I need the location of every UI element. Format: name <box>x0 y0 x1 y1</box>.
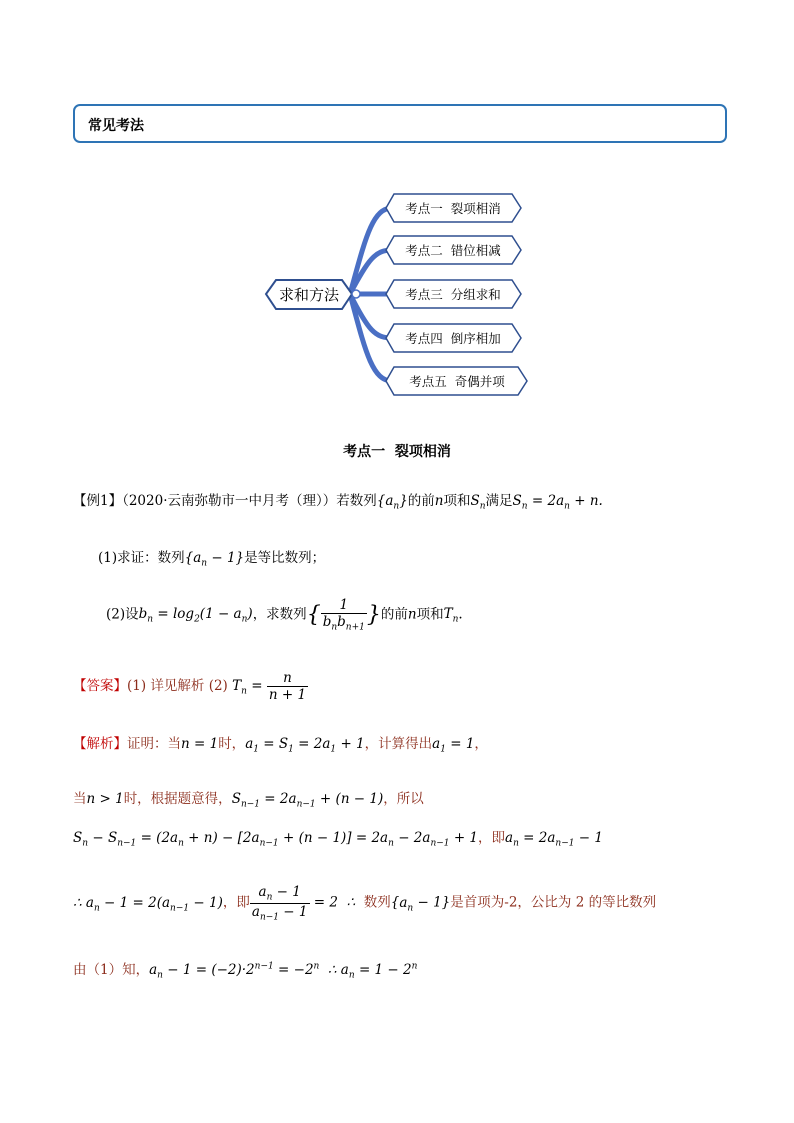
branch-label-4: 考点四 倒序相加 <box>405 331 501 346</box>
l4b: 数列 <box>363 894 391 911</box>
question-1 <box>98 546 325 569</box>
q2-prefix: (2)设 <box>106 606 139 623</box>
q1-seq: $\{a_n - 1\}$ <box>184 550 245 569</box>
q2-frac: $\frac{1}{b_nb_{n+1}}$ <box>322 597 365 633</box>
example-mid2: 项和 <box>443 493 471 509</box>
q2-bn: $b_n = \log_2(1 - a_n)$ <box>138 606 253 626</box>
seq-a: $\{a_n\}$ <box>376 493 408 512</box>
branch-label-1: 考点一 裂项相消 <box>405 201 501 216</box>
example-mid3: 满足 <box>485 493 513 509</box>
branch-label-5: 考点五 奇偶并项 <box>409 374 505 389</box>
q1-prefix: (1)求证：数列 <box>98 550 185 566</box>
example-source: （2020·云南弥勒市一中月考（理））若数列 <box>122 493 377 509</box>
l4c: 是首项为-2，公比为 2 的等比数列 <box>450 894 657 911</box>
q2-mid3: 项和 <box>416 606 444 623</box>
l1c: ，计算得出 <box>364 736 433 752</box>
analysis-line-5: 由（1）知，$a_n - 1 = (-2)\cdot 2^{n-1} = -2^n$ ∴ $a_n = 1 - 2^n$ <box>73 961 418 981</box>
l1d: ， <box>474 736 488 752</box>
analysis-line-1: 【解析】证明：当n = 1时，$a_1 = S_1 = 2a_1 + 1$，计算得出$a_1 = 1$， <box>73 736 488 755</box>
q2-mid2: 的前 <box>380 606 408 623</box>
answer-formula: $T_n$ = $\frac{n}{n + 1}$ <box>232 670 307 703</box>
q2-end: . <box>458 606 463 623</box>
header-title: 常见考法 <box>88 118 144 134</box>
l2c: ，所以 <box>383 791 424 807</box>
answer-label: 【答案】 <box>73 678 127 694</box>
l2a: 当 <box>73 791 87 807</box>
l4a: ，即 <box>222 894 250 911</box>
l1b: 时， <box>218 736 246 752</box>
q2-mid: ，求数列 <box>252 606 307 623</box>
formula-sn: $S_n = 2a_n + n$. <box>512 493 603 512</box>
example-label: 【例1】 <box>73 493 123 509</box>
question-2: (2)设$b_n = \log_2(1 - a_n)$，求数列{ $\frac{1}{b_nb_{n+1}}$ }的前n项和$T_n$. <box>106 597 463 633</box>
mindmap-svg <box>0 0 794 420</box>
q1-suffix: 是等比数列； <box>244 550 326 566</box>
section-title: 考点一 裂项相消 <box>343 444 451 460</box>
analysis-label: 【解析】 <box>73 736 127 752</box>
analysis-line-2: 当n > 1时，根据题意得，$S_{n-1} = 2a_{n-1} + (n - 1)$，所以 <box>73 791 424 810</box>
center-label: 求和方法 <box>278 286 340 304</box>
branch-label-3: 考点三 分组求和 <box>405 287 501 302</box>
analysis-line-4: ∴ $a_n - 1 = 2(a_{n-1} - 1)$，即 $\frac{a_n - 1}{a_{n-1} - 1}$ = 2 ∴ 数列$\{a_n - 1\}$是首项为-2，公比为 2 的等比数列 <box>73 884 657 923</box>
center-knob <box>352 290 360 298</box>
answer-line <box>73 670 308 703</box>
example-line: 【例1】（2020·云南弥勒市一中月考（理））若数列$\{a_n\}$的前n项和$S_n$满足$S_n = 2a_n + n$. <box>73 493 603 512</box>
l3a: ，即 <box>478 830 506 846</box>
analysis-line-3: $S_n - S_{n-1} = (2a_n + n) - [2a_{n-1} + (n - 1)] = 2a_n - 2a_{n-1} + 1$，即$a_n = 2a_{n-1} - 1$ <box>73 830 603 849</box>
answer-text: (1) 详见解析 (2) <box>127 678 228 694</box>
l5a: 由（1）知， <box>73 962 150 978</box>
l2b: 时，根据题意得， <box>123 791 232 807</box>
l1a: 证明：当 <box>127 736 181 752</box>
example-mid1: 的前 <box>407 493 435 509</box>
branch-label-2: 考点二 错位相减 <box>405 243 501 258</box>
